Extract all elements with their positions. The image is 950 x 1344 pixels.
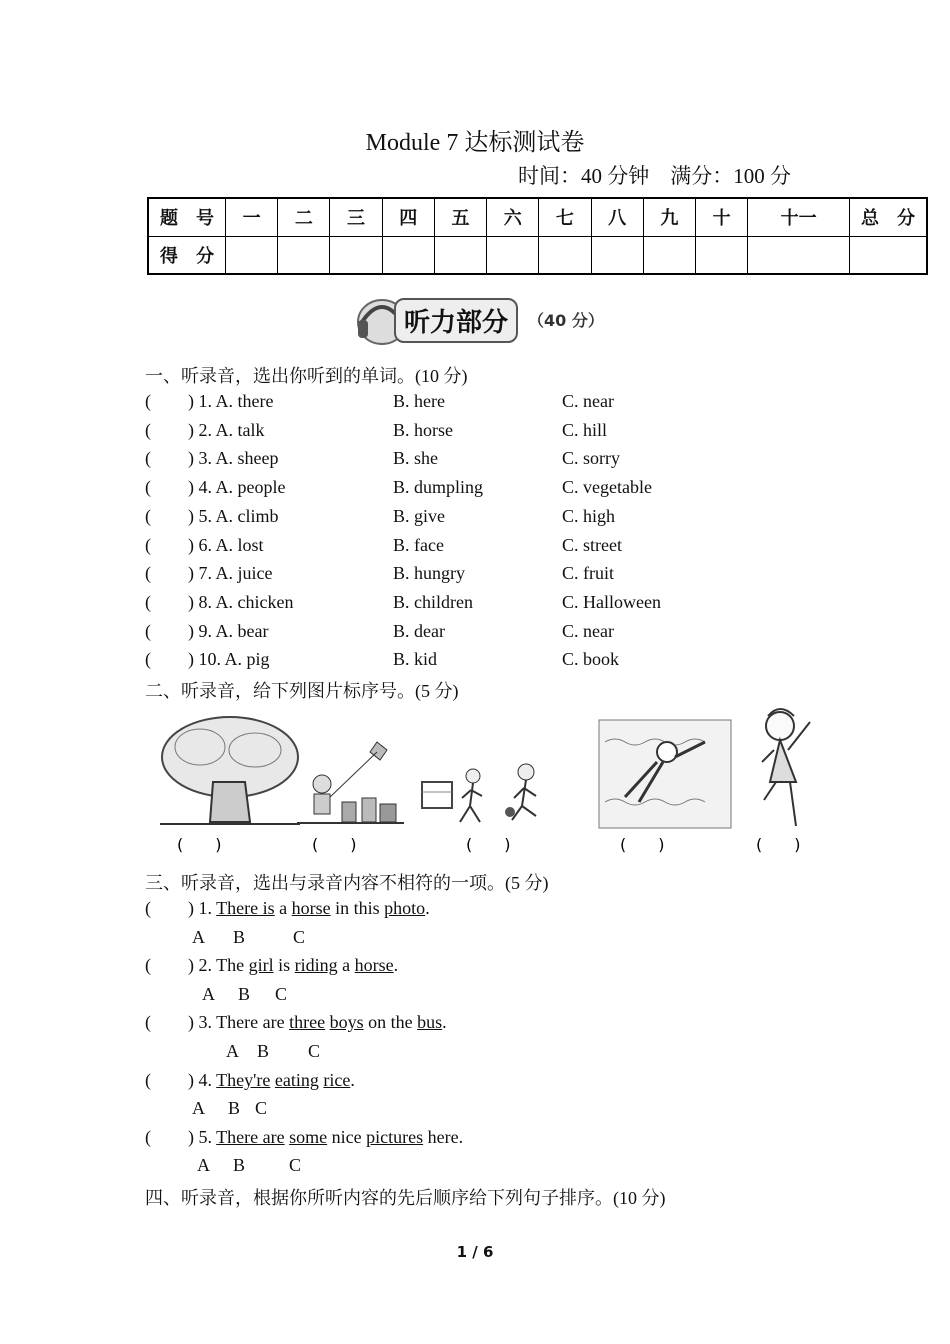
question-3-4: ) 4. They're eating rice. xyxy=(188,1070,355,1090)
option-a-label: A xyxy=(192,1098,205,1118)
score-cell[interactable] xyxy=(434,236,486,274)
swimming-picture xyxy=(595,702,735,857)
question-option-b: B. children xyxy=(393,592,473,612)
score-cell[interactable] xyxy=(382,236,434,274)
question-option-c: C. fruit xyxy=(562,563,614,583)
question-option-c: C. sorry xyxy=(562,448,620,468)
option-b-label: B xyxy=(228,1098,241,1118)
score-label: 得 分 xyxy=(148,236,226,274)
header-cell: 九 xyxy=(643,198,695,236)
question-option-c: C. near xyxy=(562,621,614,641)
question-3-1: ) 1. There is a horse in this photo. xyxy=(188,898,430,918)
football-picture xyxy=(418,702,568,857)
header-cell: 二 xyxy=(278,198,330,236)
question-option-b: B. dumpling xyxy=(393,477,484,497)
header-cell: 五 xyxy=(434,198,486,236)
score-table-header-row xyxy=(148,198,927,236)
question-option-b: B. horse xyxy=(393,420,453,440)
score-cell[interactable] xyxy=(695,236,747,274)
score-table-score-row xyxy=(148,236,927,274)
question-option-c: C. near xyxy=(562,391,614,411)
question-option-c: C. book xyxy=(562,649,620,669)
kite-picture xyxy=(292,702,412,857)
option-c-text: pictures xyxy=(366,1127,424,1147)
answer-paren[interactable]: ( xyxy=(145,621,151,641)
answer-paren[interactable]: ( xyxy=(145,563,151,583)
score-cell[interactable] xyxy=(850,236,928,274)
question-option-c: C. high xyxy=(562,506,616,526)
option-a-text: They're xyxy=(216,1070,271,1090)
picture-blank[interactable]: ( ) xyxy=(312,835,357,854)
question-option-c: C. hill xyxy=(562,420,608,440)
question-option-c: C. vegetable xyxy=(562,477,652,497)
picture-blank[interactable]: ( ) xyxy=(620,835,665,854)
question-option-a: ) 7. A. juice xyxy=(188,563,273,583)
header-cell: 一 xyxy=(226,198,278,236)
option-c-label: C xyxy=(293,927,306,947)
option-b-text: riding xyxy=(294,955,338,975)
dancing-girl-picture xyxy=(748,702,838,857)
question-option-c: C. Halloween xyxy=(562,592,661,612)
option-b-text: boys xyxy=(329,1012,364,1032)
option-c-label: C xyxy=(255,1098,268,1118)
header-cell: 七 xyxy=(539,198,591,236)
answer-paren[interactable]: ( xyxy=(145,477,151,497)
option-b-label: B xyxy=(238,984,251,1004)
option-c-label: C xyxy=(275,984,288,1004)
question-3-2: ) 2. The girl is riding a horse. xyxy=(188,955,399,975)
option-b-label: B xyxy=(233,927,246,947)
score-cell[interactable] xyxy=(643,236,695,274)
question-option-a: ) 4. A. people xyxy=(188,477,286,497)
question-option-b: B. here xyxy=(393,391,445,411)
question-option-a: ) 1. A. there xyxy=(188,391,274,411)
score-cell[interactable] xyxy=(591,236,643,274)
option-a-text: three xyxy=(289,1012,326,1032)
answer-paren[interactable]: ( xyxy=(145,391,151,411)
banner-title: 听力部分 xyxy=(394,298,518,343)
answer-paren[interactable]: ( xyxy=(145,448,151,468)
option-c-label: C xyxy=(308,1041,321,1061)
picture-blank[interactable]: ( ) xyxy=(756,835,801,854)
option-b-text: eating xyxy=(274,1070,319,1090)
section1-heading: 一、听录音，选出你听到的单词。(10 分) xyxy=(145,366,468,386)
question-option-a: ) 10. A. pig xyxy=(188,649,270,669)
banner-points: （40 分） xyxy=(528,311,604,330)
question-option-b: B. hungry xyxy=(393,563,465,583)
score-cell[interactable] xyxy=(748,236,850,274)
question-option-b: B. she xyxy=(393,448,438,468)
question-option-a: ) 8. A. chicken xyxy=(188,592,294,612)
section2-heading: 二、听录音，给下列图片标序号。(5 分) xyxy=(145,681,459,701)
listening-banner xyxy=(352,292,622,348)
exam-info: 时间：40 分钟 满分：100 分 xyxy=(518,164,791,188)
header-cell: 四 xyxy=(382,198,434,236)
page-number: 1 / 6 xyxy=(456,1243,494,1261)
option-b-label: B xyxy=(233,1155,246,1175)
answer-paren[interactable]: ( xyxy=(145,535,151,555)
option-c-text: rice xyxy=(323,1070,351,1090)
option-a-label: A xyxy=(197,1155,210,1175)
option-a-text: girl xyxy=(248,955,274,975)
option-a-label: A xyxy=(226,1041,239,1061)
header-cell: 八 xyxy=(591,198,643,236)
question-option-a: ) 6. A. lost xyxy=(188,535,264,555)
question-3-3: ) 3. There are three boys on the bus. xyxy=(188,1012,447,1032)
answer-paren[interactable]: ( xyxy=(145,1127,151,1147)
picture-blank[interactable]: ( ) xyxy=(177,835,222,854)
answer-paren[interactable]: ( xyxy=(145,592,151,612)
header-cell: 十一 xyxy=(748,198,850,236)
option-b-text: some xyxy=(289,1127,328,1147)
option-b-label: B xyxy=(257,1041,270,1061)
answer-paren[interactable]: ( xyxy=(145,420,151,440)
answer-paren[interactable]: ( xyxy=(145,898,151,918)
header-label: 题 号 xyxy=(148,198,226,236)
option-a-label: A xyxy=(192,927,205,947)
page-title: Module 7 达标测试卷 xyxy=(365,130,585,156)
answer-paren[interactable]: ( xyxy=(145,506,151,526)
answer-paren[interactable]: ( xyxy=(145,649,151,669)
score-table xyxy=(147,197,928,275)
score-cell[interactable] xyxy=(278,236,330,274)
question-option-b: B. kid xyxy=(393,649,438,669)
answer-paren[interactable]: ( xyxy=(145,955,151,975)
question-option-b: B. give xyxy=(393,506,445,526)
score-cell[interactable] xyxy=(539,236,591,274)
option-c-label: C xyxy=(289,1155,302,1175)
question-option-a: ) 5. A. climb xyxy=(188,506,279,526)
question-option-a: ) 2. A. talk xyxy=(188,420,265,440)
option-b-text: horse xyxy=(291,898,331,918)
answer-paren[interactable]: ( xyxy=(145,1070,151,1090)
total-label: 总 分 xyxy=(850,198,928,236)
option-c-text: bus xyxy=(417,1012,443,1032)
tree-picture xyxy=(155,702,305,857)
header-cell: 六 xyxy=(487,198,539,236)
option-a-text: There is xyxy=(216,898,275,918)
question-3-5: ) 5. There are some nice pictures here. xyxy=(188,1127,464,1147)
answer-paren[interactable]: ( xyxy=(145,1012,151,1032)
option-c-text: horse xyxy=(354,955,394,975)
question-option-a: ) 9. A. bear xyxy=(188,621,269,641)
question-option-a: ) 3. A. sheep xyxy=(188,448,279,468)
score-cell[interactable] xyxy=(226,236,278,274)
section4-heading: 四、听录音，根据你所听内容的先后顺序给下列句子排序。(10 分) xyxy=(145,1188,666,1208)
option-a-text: There are xyxy=(216,1127,285,1147)
option-a-label: A xyxy=(202,984,215,1004)
picture-blank[interactable]: ( ) xyxy=(466,835,511,854)
score-cell[interactable] xyxy=(330,236,382,274)
score-cell[interactable] xyxy=(487,236,539,274)
question-option-b: B. face xyxy=(393,535,444,555)
header-cell: 三 xyxy=(330,198,382,236)
header-cell: 十 xyxy=(695,198,747,236)
option-c-text: photo xyxy=(384,898,426,918)
question-option-b: B. dear xyxy=(393,621,445,641)
question-option-c: C. street xyxy=(562,535,622,555)
section3-heading: 三、听录音，选出与录音内容不相符的一项。(5 分) xyxy=(145,873,549,893)
